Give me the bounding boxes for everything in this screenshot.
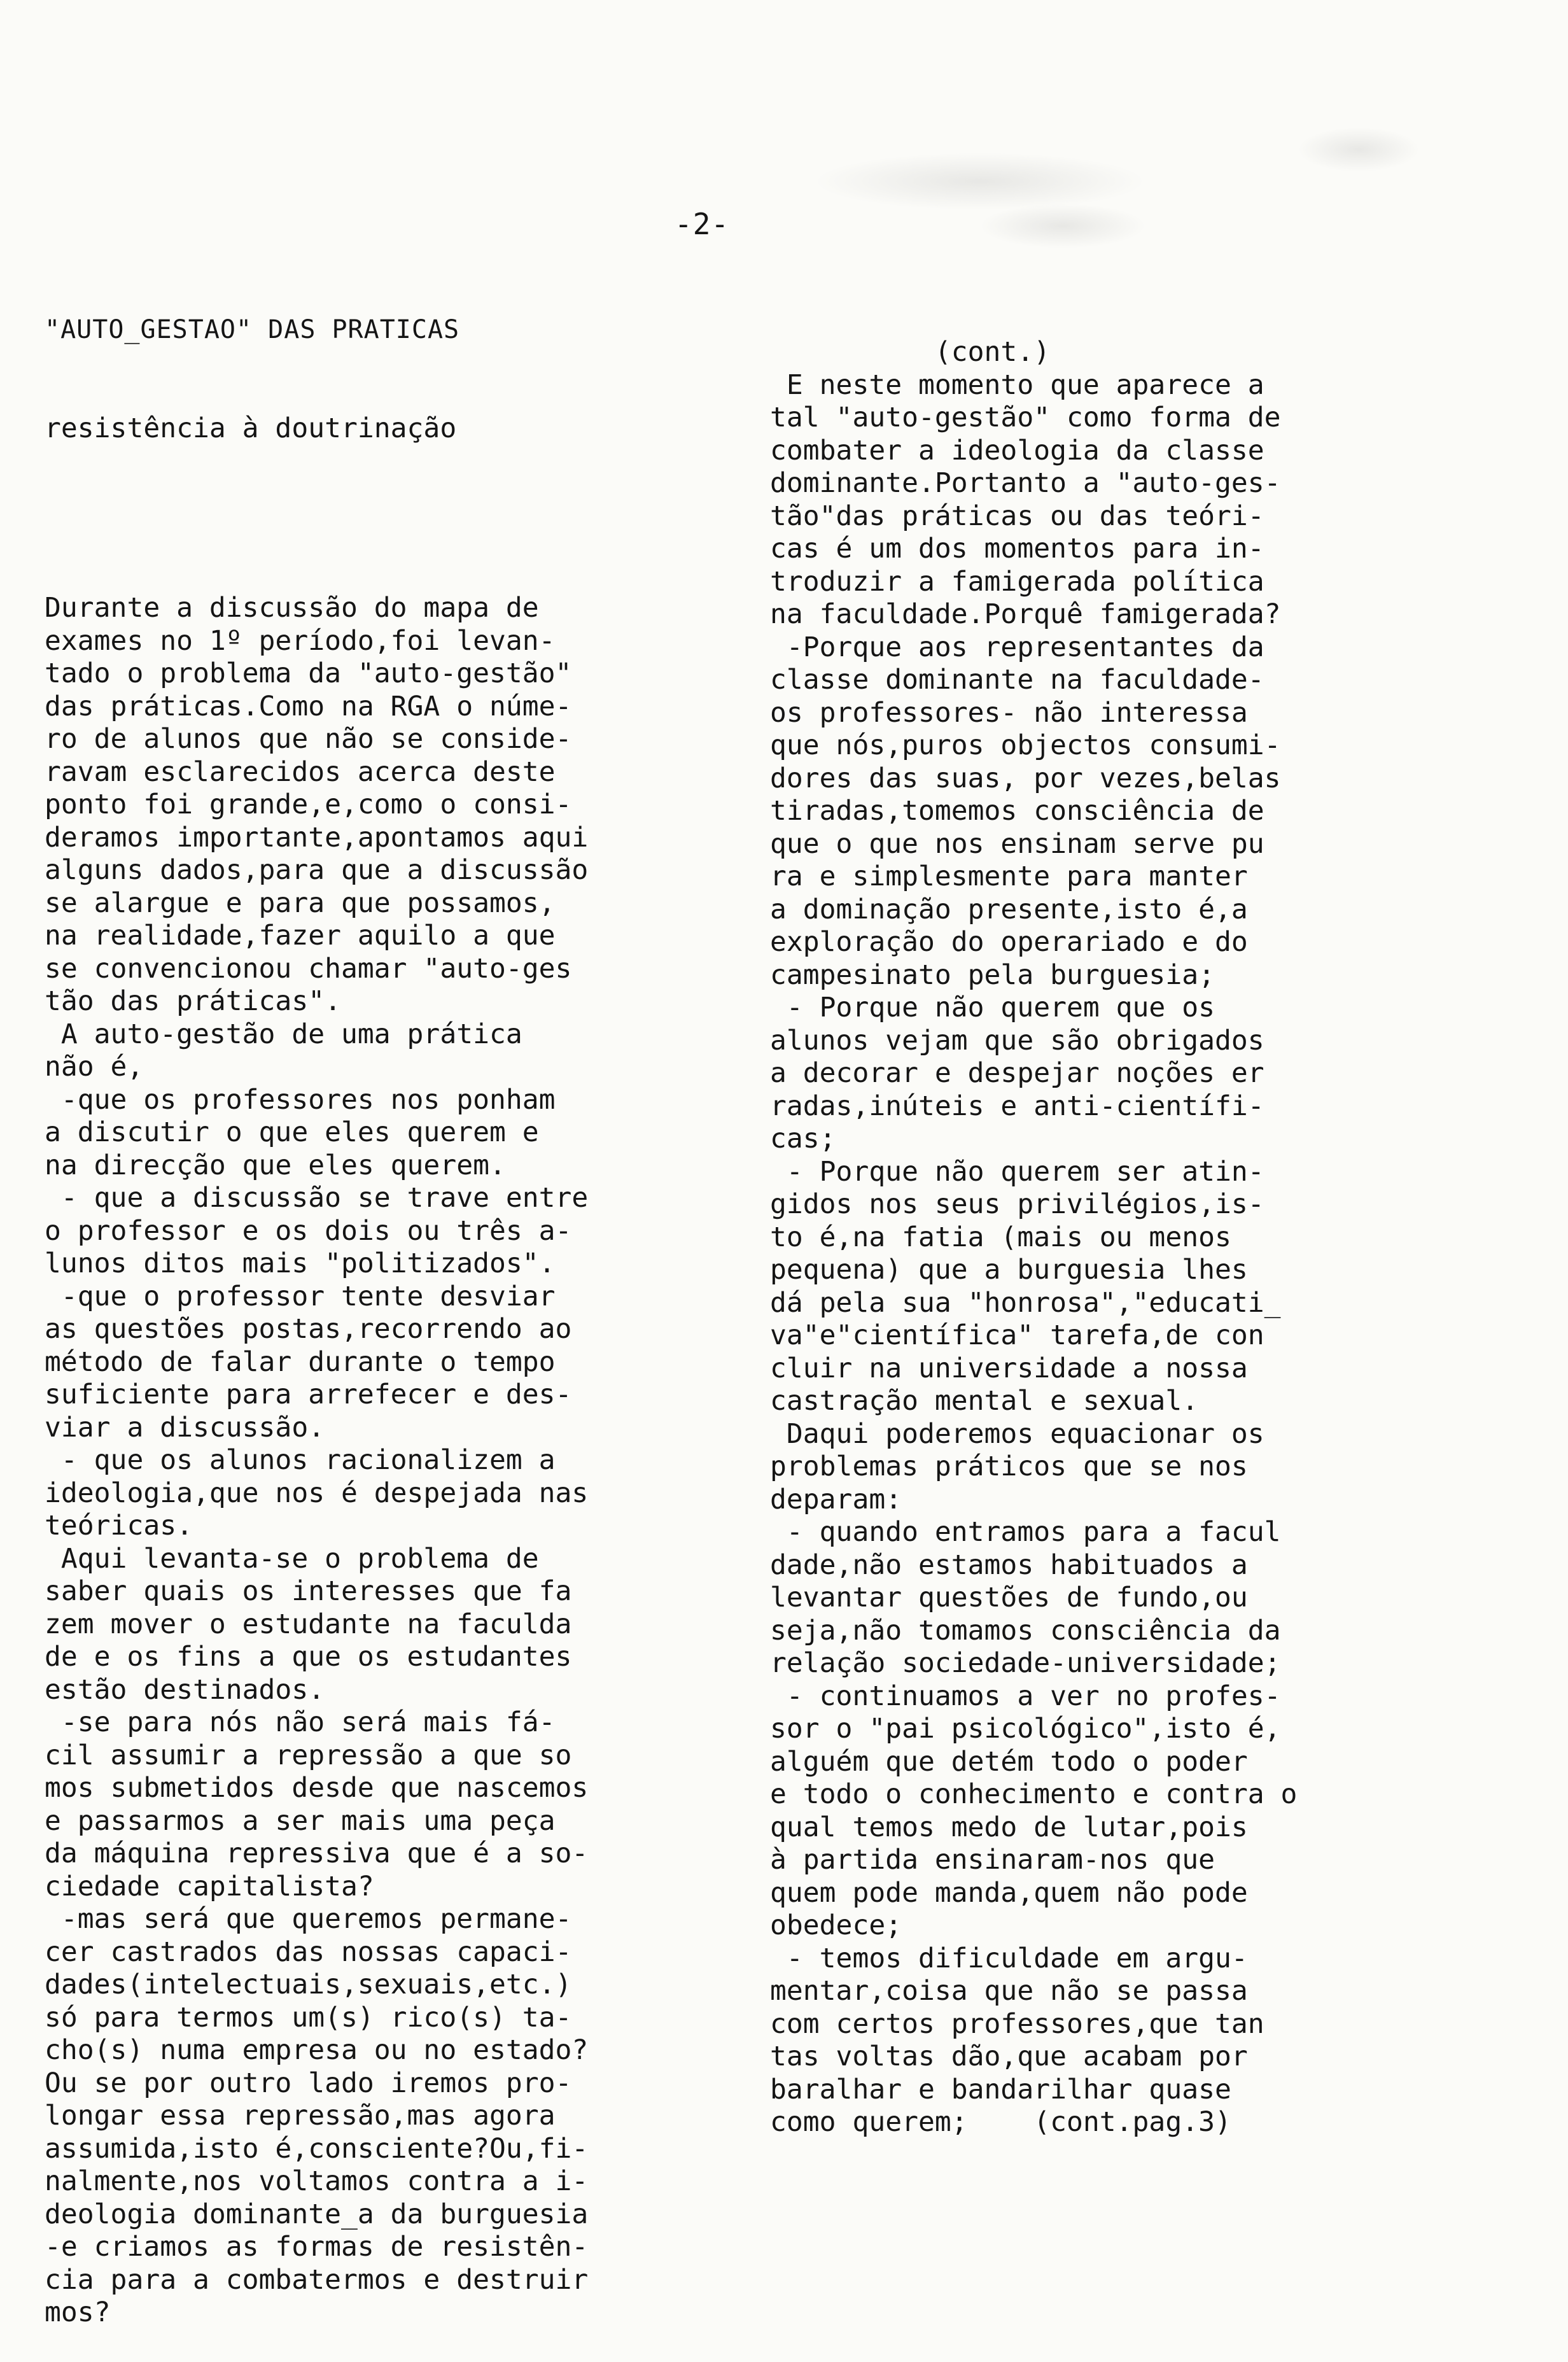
text-line: obedece; bbox=[770, 1909, 902, 1941]
text-line: cas é um dos momentos para in- bbox=[770, 533, 1264, 565]
text-line: cluir na universidade a nossa bbox=[770, 1352, 1248, 1384]
text-line: radas,inúteis e anti-científi- bbox=[770, 1090, 1264, 1122]
text-line: classe dominante na faculdade- bbox=[770, 664, 1264, 696]
text-line: -que os professores nos ponham bbox=[45, 1083, 556, 1116]
text-line: cia para a combatermos e destruir bbox=[45, 2263, 589, 2296]
text-line: que o que nos ensinam serve pu bbox=[770, 827, 1264, 860]
text-line: castração mental e sexual. bbox=[770, 1385, 1199, 1417]
text-line: que nós,puros objectos consumi- bbox=[770, 729, 1281, 761]
text-line: suficiente para arrefecer e des- bbox=[45, 1379, 572, 1410]
text-line: nalmente,nos voltamos contra a i- bbox=[45, 2165, 589, 2197]
text-line: - temos dificuldade em argu- bbox=[770, 1942, 1248, 1974]
text-line: lunos ditos mais "politizados". bbox=[45, 1248, 556, 1279]
text-line: -mas será que queremos permane- bbox=[45, 1903, 572, 1935]
text-line: ponto foi grande,e,como o consi- bbox=[45, 789, 572, 820]
text-line: - Porque não querem ser atin- bbox=[770, 1155, 1264, 1188]
text-line: Durante a discussão do mapa de bbox=[45, 592, 539, 624]
text-line: dades(intelectuais,sexuais,etc.) bbox=[45, 1969, 572, 2000]
text-line: ro de alunos que não se conside- bbox=[45, 723, 572, 755]
text-line: de e os fins a que os estudantes bbox=[45, 1641, 572, 1673]
text-line: alguns dados,para que a discussão bbox=[45, 854, 589, 886]
text-line: não é, bbox=[45, 1051, 144, 1083]
text-line: da máquina repressiva que é a so- bbox=[45, 1838, 589, 1869]
text-line: teóricas. bbox=[45, 1510, 193, 1542]
text-line: alunos vejam que são obrigados bbox=[770, 1024, 1264, 1057]
text-line: viar a discussão. bbox=[45, 1411, 325, 1444]
text-line: tal "auto-gestão" como forma de bbox=[770, 402, 1281, 433]
text-line: va"e"científica" tarefa,de con bbox=[770, 1319, 1264, 1351]
text-line: assumida,isto é,consciente?Ou,fi- bbox=[45, 2132, 589, 2165]
text-line: na faculdade.Porquê famigerada? bbox=[770, 598, 1281, 630]
text-line: o professor e os dois ou três a- bbox=[45, 1214, 572, 1247]
text-line: tão"das práticas ou das teóri- bbox=[770, 500, 1264, 532]
text-line: - que a discussão se trave entre bbox=[45, 1182, 589, 1214]
text-line: deparam: bbox=[770, 1483, 902, 1515]
text-line: dá pela sua "honrosa","educati_ bbox=[770, 1286, 1281, 1319]
right-column bbox=[770, 271, 1534, 2172]
text-line: combater a ideologia da classe bbox=[770, 434, 1264, 467]
text-line: tas voltas dão,que acabam por bbox=[770, 2041, 1248, 2072]
text-line: quem pode manda,quem não pode bbox=[770, 1876, 1248, 1909]
text-line: levantar questões de fundo,ou bbox=[770, 1582, 1248, 1613]
page-number: -2- bbox=[675, 207, 730, 241]
text-line: cho(s) numa empresa ou no estado? bbox=[45, 2034, 589, 2066]
text-line: - que os alunos racionalizem a bbox=[45, 1444, 556, 1476]
text-line: deologia dominante_a da burguesia bbox=[45, 2198, 589, 2230]
text-line: qual temos medo de lutar,pois bbox=[770, 1811, 1248, 1843]
text-line: mentar,coisa que não se passa bbox=[770, 1975, 1248, 2007]
text-line: com certos professores,que tan bbox=[770, 2007, 1264, 2040]
text-line: alguém que detém todo o poder bbox=[770, 1745, 1248, 1778]
text-line: baralhar e bandarilhar quase bbox=[770, 2073, 1231, 2105]
scan-smudge bbox=[980, 204, 1145, 248]
text-line: exames no 1º período,foi levan- bbox=[45, 624, 556, 657]
text-line: estão destinados. bbox=[45, 1673, 325, 1706]
right-column-body bbox=[770, 336, 1534, 2139]
text-line: ideologia,que nos é despejada nas bbox=[45, 1477, 589, 1509]
text-line: ra e simplesmente para manter bbox=[770, 861, 1248, 892]
text-line: -Porque aos representantes da bbox=[770, 631, 1264, 663]
text-line: dores das suas, por vezes,belas bbox=[770, 762, 1281, 794]
text-line: exploração do operariado e do bbox=[770, 926, 1248, 958]
text-line: gidos nos seus privilégios,is- bbox=[770, 1188, 1264, 1220]
text-line: Daqui poderemos equacionar os bbox=[770, 1417, 1264, 1450]
text-line: to é,na fatia (mais ou menos bbox=[770, 1221, 1231, 1253]
text-line: das práticas.Como na RGA o núme- bbox=[45, 690, 572, 722]
text-line: dade,não estamos habituados a bbox=[770, 1549, 1248, 1581]
text-line: - Porque não querem que os bbox=[770, 992, 1215, 1023]
text-line: dominante.Portanto a "auto-ges- bbox=[770, 467, 1281, 499]
text-line: longar essa repressão,mas agora bbox=[45, 2100, 556, 2132]
text-line: cas; bbox=[770, 1123, 836, 1155]
text-line: se convencionou chamar "auto-ges bbox=[45, 952, 572, 985]
text-line: Ou se por outro lado iremos pro- bbox=[45, 2067, 572, 2099]
text-line: - continuamos a ver no profes- bbox=[770, 1680, 1281, 1712]
text-line: cer castrados das nossas capaci- bbox=[45, 1936, 572, 1968]
text-line: na realidade,fazer aquilo a que bbox=[45, 920, 556, 952]
text-line: à partida ensinaram-nos que bbox=[770, 1844, 1215, 1876]
text-line: se alargue e para que possamos, bbox=[45, 887, 556, 919]
text-line: a decorar e despejar noções er bbox=[770, 1057, 1264, 1089]
text-line: método de falar durante o tempo bbox=[45, 1346, 556, 1378]
text-line: - quando entramos para a facul bbox=[770, 1516, 1281, 1548]
left-column-body bbox=[45, 592, 732, 2330]
text-line: pequena) que a burguesia lhes bbox=[770, 1254, 1248, 1286]
text-line: só para termos um(s) rico(s) ta- bbox=[45, 2001, 572, 2034]
text-line: cil assumir a repressão a que so bbox=[45, 1739, 572, 1771]
text-line: sor o "pai psicológico",isto é, bbox=[770, 1713, 1281, 1745]
text-line: as questões postas,recorrendo ao bbox=[45, 1313, 572, 1345]
text-line: os professores- não interessa bbox=[770, 696, 1248, 729]
scan-smudge bbox=[1298, 127, 1419, 172]
article-title: "AUTO_GESTAO" DAS PRATICAS bbox=[45, 315, 460, 344]
text-line: -se para nós não será mais fá- bbox=[45, 1706, 556, 1738]
text-line: mos? bbox=[45, 2296, 111, 2328]
text-line: zem mover o estudante na faculda bbox=[45, 1608, 572, 1640]
text-line: a dominação presente,isto é,a bbox=[770, 893, 1248, 925]
text-line: troduzir a famigerada política bbox=[770, 565, 1264, 598]
text-line: Aqui levanta-se o problema de bbox=[45, 1542, 539, 1575]
text-line: deramos importante,apontamos aqui bbox=[45, 821, 589, 854]
text-line: (cont.) bbox=[770, 336, 1051, 368]
text-line: mos submetidos desde que nascemos bbox=[45, 1772, 589, 1804]
text-line: seja,não tomamos consciência da bbox=[770, 1614, 1281, 1647]
text-line: como querem; (cont.pag.3) bbox=[770, 2106, 1231, 2138]
text-line: saber quais os interesses que fa bbox=[45, 1575, 572, 1607]
text-line: ciedade capitalista? bbox=[45, 1870, 374, 1902]
text-line: -que o professor tente desviar bbox=[45, 1280, 556, 1312]
text-line: problemas práticos que se nos bbox=[770, 1451, 1248, 1482]
left-column bbox=[45, 248, 732, 2362]
text-line: relação sociedade-universidade; bbox=[770, 1647, 1281, 1679]
text-line: tão das práticas". bbox=[45, 985, 341, 1017]
text-line: -e criamos as formas de resistên- bbox=[45, 2231, 589, 2263]
text-line: a discutir o que eles querem e bbox=[45, 1116, 539, 1148]
text-line: e passarmos a ser mais uma peça bbox=[45, 1804, 556, 1837]
scan-smudge bbox=[815, 153, 1145, 210]
text-line: E neste momento que aparece a bbox=[770, 369, 1264, 401]
text-line: e todo o conhecimento e contra o bbox=[770, 1778, 1298, 1810]
article-subtitle: resistência à doutrinação bbox=[45, 412, 457, 444]
text-line: A auto-gestão de uma prática bbox=[45, 1018, 522, 1050]
text-line: campesinato pela burguesia; bbox=[770, 959, 1215, 991]
spacer bbox=[45, 510, 732, 526]
text-line: na direcção que eles querem. bbox=[45, 1149, 506, 1181]
text-line: tiradas,tomemos consciência de bbox=[770, 795, 1264, 827]
text-line: ravam esclarecidos acerca deste bbox=[45, 756, 556, 788]
text-line: tado o problema da "auto-gestão" bbox=[45, 657, 572, 689]
